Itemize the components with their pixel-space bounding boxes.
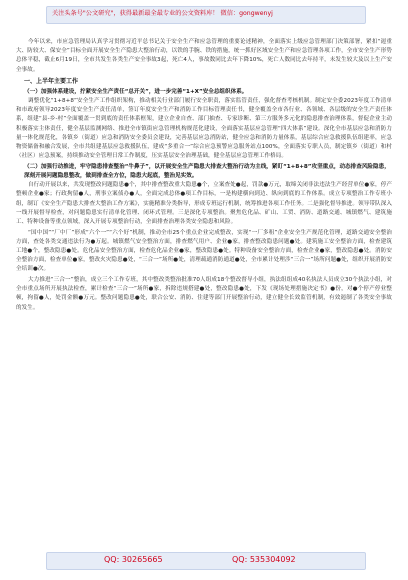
subheading-1: （一）加强体系建设，拧紧安全生产责任“总开关”，进一步完善“1+X”安全总组织体系。 [24, 88, 248, 95]
subheading-2: （二）加强行动推进，牢守隐患排查整治“牛鼻子”，以开展安全生产隐患大排查大整治行动为主线，紧盯“1+8+8”攻坚重点，动态排查风险隐患，深刻开展问题隐患整改，做到排查全方位，隐患大起底，整治见实效。 [24, 163, 390, 180]
contact-qq-2: QQ: 535304092 [232, 555, 296, 564]
contact-qq-1: QQ: 30265665 [104, 555, 163, 564]
top-banner-text: 关注头条号"公文研究"，获得最新最全最专业的公文资料库！ 微信：gongwenyj [52, 10, 273, 17]
paragraph-three-in-one: 大力推进“三合一”整治，成立三个工作专班，其中整改类整治批准70人组成18个整改督导小组，执法组组成40名执法人员成立30个执法小组，对全市重点场所开展执法检查，累计检查“三合一”场所●家，拆除违规搭建●处，整改隐患●处，下发《现场处理措施决定书》●份，对●个停产停业整顿，拘留●人，处罚金额●万元。整改问题隐患●处，联合公安、消防、住建等部门开展整治行动，建立健全长效监管机制，有效遏制了各类安全事故的发生。 [16, 277, 392, 311]
document-body [16, 38, 392, 536]
section-heading: 一、上半年主要工作 [24, 77, 79, 85]
paragraph-special: “国中国”“厂中厂”形成“六个一”“六个好”机制，推动全市25个重点企业完成整改，实现“一厂多租”企业安全生产规范化管理，道路交通安全整治方面，查处各类交通违法行为●万起。城镇燃气安全整治方面，排查燃气用户、企业●家，排查整改隐患问题●处。建筑施工安全整治方面，检查建筑工地●个，整改隐患●处。危化品安全整治方面，检查危化品企业●家，整改隐患●处。特种设备安全整治方面，检查企业●家，整改隐患●处。消防安全整治方面，检查单位●家，整改火灾隐患●处，“三合一”场所●处，清理疏通消防通道●处，全市累计处理涉“三合一”场所问题●处，组织开展消防安全培训●次。 [16, 229, 392, 273]
bottom-banner [0, 546, 408, 580]
paragraph-rectification: 自行动开展以来，共发现整改问题隐患●个，其中排查整改重大隐患●个，立案查处●起，罚款●万元，取缔关闭非法违法生产经营单位●家，停产整顿企业●家；行政拘留●人，刑事立案侦办●人，全面完成总体●项工作目标，一是构建横向到边、纵向到底的工作体系。成立专项整治工作专班小组，制订《安全生产隐患大排查大整治工作方案》，实施精准分类指导，形成专班运行机制，统筹推进各项工作任务。二是强化督导推进。领导带队深入一线开展督导检查，对问题隐患实行清单化管理、闭环式管理。三是深化专项整治。聚焦危化品、矿山、工贸、消防、道路交通、城镇燃气、建筑施工、特种设备等重点领域，深入开展专项整治行动，全面排查治理各类安全隐患和风险。 [16, 182, 392, 226]
paragraph-system: 调整优化“1+8+8”安全生产工作组织架构，推动相关行业部门履行安全职责，落实监管责任，强化督查考核机制。制定安全委2023年度工作清单和市政府领导2023年度安全生产责任清单，签订年度安全生产和消防工作目标管理责任书，健全覆盖全市各行业、各领域、各层级的安全生产责任体系，组建“县-乡-村”全面覆盖一贯到底的责任体系框架，建立企业自查、部门抽查、专家诊断、第三方服务多元化的隐患排查治理体系，督促企业主动积极落实主体责任，健全基层监测网络、推进全市镇街应急管理机构规范化建设，全面落实基层应急管理“四大体系”建设。深化全市基层应急和消防力量一体化规范化，各镇乡（街道）应急和消防安全委员会建设，完善基层应急消防站，健全应急和消防力量体系，基层综合应急救援队伍组建率，应急物资储备和融合发展，全市共组建基层应急救援队伍，建成“多重合一”综合应急预警应急服务站点100%，全面落实专职人员，制定镇乡（街道）和村（社区）应急预案，持续推动安全管理日常工作制度，压实基层安全治理基础，健全基层应急管理工作格局。 [16, 98, 392, 160]
paragraph-intro: 今年以来，市应急管理局认真学习贯彻习近平总书记关于安全生产和应急管理的重要论述精神，全面落实上级应急管理部门决策部署，紧扣“遏重大、防较大、保安全”目标全面开展安全生产隐患大整治行动，以铁的手腕、铁的措施，统一抓好区域安全生产和应急管理各项工作，全市安全生产形势总体平稳，截止6月19日，全市共发生各类生产安全事故3起，死亡4人，事故数同比去年下降10%，死亡人数同比去年持平，未发生较大及以上生产安全事故。 [16, 39, 392, 73]
top-banner [0, 0, 408, 30]
bottom-banner-bar [46, 552, 366, 570]
